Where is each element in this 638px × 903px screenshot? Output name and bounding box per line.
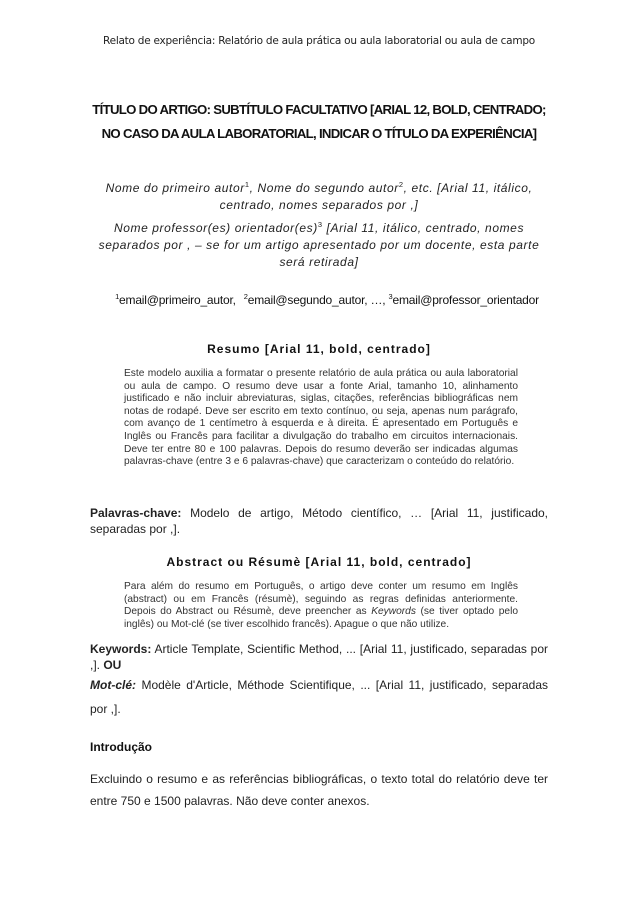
article-title-line-2: NO CASO DA AULA LABORATORIAL, INDICAR O TÍTULO DA EXPERIÊNCIA] — [101, 126, 537, 141]
email-sup-2: 2 — [243, 292, 248, 301]
abstract-text-before: Para além do resumo em Português, o artigo deve conter um resumo em Inglês (abstract) ou em Francês (résumè), seguindo as regras definidas anteriormente. Depois do Abstract ou Résumè, deve preencher as — [124, 581, 518, 618]
resumo-text: Este modelo auxilia a formatar o presente relatório de aula prática ou aula laboratorial ou aula de campo. O resumo deve usar a fonte Arial, tamanho 10, alinhamento justificado e não incluir abreviaturas, siglas, citações, referências bibliográficas nem notas de rodapé. Deve ser escrito em texto contínuo, ou seja, apenas num parágrafo, com avanço de 1 centímetro à esquerda e à direita. É apresentado em Português e Inglês ou Francês para facilitar a divulgação do trabalho em circuitos internacionais. Deve ter entre 80 e 100 palavras. Depois do resumo deverão ser indicadas algumas palavras-chave (entre 3 e 6 palavras-chave) que caracterizam o conteúdo do relatório. — [124, 368, 518, 468]
supervisor-names — [90, 220, 548, 271]
palavras-chave-paragraph — [90, 505, 548, 537]
supervisor-sup: 3 — [317, 220, 323, 229]
email-sup-1: 1 — [115, 292, 120, 301]
author-names-part-2: , Nome do segundo autor — [249, 181, 399, 195]
mot-cle-label: Mot-clé: — [90, 678, 136, 692]
abstract-text — [124, 581, 518, 631]
keywords-text: Article Template, Scientific Method, ... [Arial 11, justificado, separadas por ,]. — [90, 642, 548, 672]
mot-cle-text: Modèle d'Article, Méthode Scientifique, ... [Arial 11, justificado, separadas por ,]. — [90, 678, 548, 716]
supervisor-names-part-1: Nome professor(es) orientador(es) — [113, 221, 318, 235]
email-second-author: email@segundo_autor, …, — [247, 293, 386, 307]
author-names-part-3: , etc. [Arial 11, itálico, centrado, nomes separados por ,] — [219, 181, 533, 212]
palavras-chave-text: Modelo de artigo, Método científico, … [Arial 11, justificado, separadas por ,]. — [90, 506, 548, 536]
palavras-chave-label: Palavras-chave: — [90, 506, 182, 520]
resumo-heading: Resumo [Arial 11, bold, centrado] — [207, 342, 431, 356]
abstract-text-keywords: Keywords — [371, 606, 416, 618]
article-title-line-1: TÍTULO DO ARTIGO: SUBTÍTULO FACULTATIVO [ARIAL 12, BOLD, CENTRADO; — [92, 102, 546, 117]
email-sup-3: 3 — [388, 292, 393, 301]
email-supervisor: email@professor_orientador — [392, 293, 539, 307]
author-sup-1: 1 — [244, 180, 250, 189]
running-header: Relato de experiência: Relatório de aula prática ou aula laboratorial ou aula de campo — [103, 35, 535, 47]
abstract-text-after: (se tiver optado pelo inglês) ou Mot-clé (se tiver escolhido francês). Apague o que não utilize. — [124, 606, 518, 630]
introducao-heading: Introdução — [90, 740, 152, 754]
author-emails — [92, 292, 562, 308]
author-names — [90, 180, 548, 214]
author-names-part-1: Nome do primeiro autor — [105, 181, 245, 195]
keywords-paragraph — [90, 641, 548, 721]
email-first-author: email@primeiro_autor, — [119, 293, 236, 307]
article-title — [78, 98, 560, 146]
keywords-label: Keywords: — [90, 642, 152, 656]
abstract-heading: Abstract ou Résumè [Arial 11, bold, centrado] — [166, 555, 472, 569]
introducao-text: Excluindo o resumo e as referências bibliográficas, o texto total do relatório deve ter entre 750 e 1500 palavras. Não deve conter anexos. — [90, 772, 548, 808]
author-sup-2: 2 — [398, 180, 404, 189]
keywords-ou: OU — [100, 658, 122, 672]
supervisor-names-part-2: [Arial 11, itálico, centrado, nomes separados por , – se for um artigo apresentado por um docente, esta parte será retirada] — [98, 221, 540, 269]
